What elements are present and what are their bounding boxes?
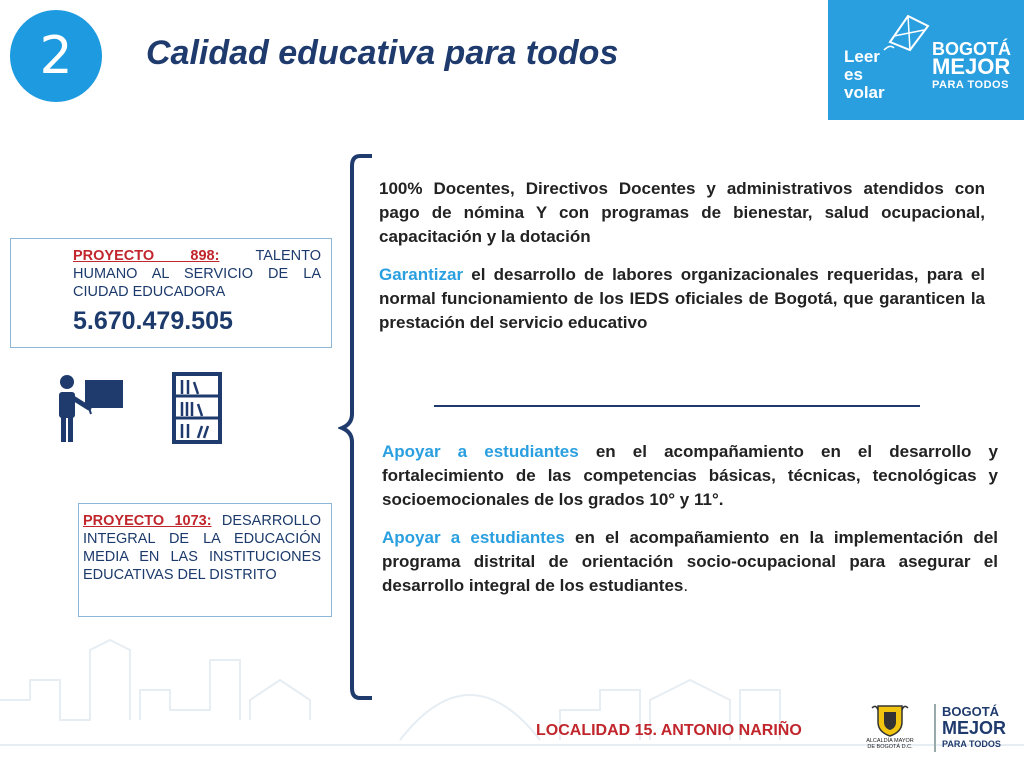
apoyar-highlight-1: Apoyar a estudiantes bbox=[382, 442, 579, 461]
leer-es-volar-text: Leer es volar bbox=[844, 47, 885, 102]
grouping-bracket bbox=[338, 152, 374, 704]
project-898-amount: 5.670.479.505 bbox=[73, 307, 233, 335]
section-divider bbox=[434, 405, 920, 407]
project-1073-description: DESARROLLO INTEGRAL DE LA EDUCACIÓN MEDIA EN LAS INSTITUCIONES EDUCATIVAS DEL DISTRITO bbox=[83, 513, 321, 583]
apoyar-rest-2: en el acompañamiento en la implementación del programa distrital de orientación socio-ocupacional para asegurar el desarrollo integral de los estudiantes bbox=[382, 528, 998, 595]
project-1073-text bbox=[83, 512, 321, 584]
upper-description bbox=[379, 177, 985, 349]
apoyar-highlight-2: Apoyar a estudiantes bbox=[382, 528, 565, 547]
paragraph-apoyar-orientacion bbox=[382, 526, 998, 598]
project-898-description: TALENTO HUMANO AL SERVICIO DE LA CIUDAD EDUCADORA bbox=[73, 248, 321, 300]
project-898-text bbox=[73, 247, 321, 335]
bookshelf-icon bbox=[172, 372, 224, 444]
slide-number-badge bbox=[10, 10, 102, 102]
page-title: Calidad educativa para todos bbox=[146, 34, 619, 72]
apoyar-rest-1: en el acompañamiento en el desarrollo y fortalecimiento de las competencias básicas, técnicas, tecnológicas y socioemocionales de los grados 10° y 11°. bbox=[382, 442, 998, 509]
project-898-label: PROYECTO 898: bbox=[73, 248, 220, 264]
footer-bogota-logo: BOGOTÁ MEJOR PARA TODOS bbox=[934, 704, 1006, 752]
project-898-box bbox=[10, 238, 332, 348]
garantizar-highlight: Garantizar bbox=[379, 265, 464, 284]
kite-book-icon bbox=[880, 12, 934, 52]
coat-of-arms-icon bbox=[870, 702, 910, 738]
slide-number: 2 bbox=[39, 26, 73, 86]
project-1073-box bbox=[78, 503, 332, 617]
bogota-mejor-logo: BOGOTÁ MEJOR PARA TODOS bbox=[932, 39, 1011, 91]
leer-es-volar-logo bbox=[828, 0, 1024, 120]
teacher-board-icon bbox=[55, 374, 125, 444]
paragraph-apoyar-competencias bbox=[382, 440, 998, 512]
paragraph-docentes: 100% Docentes, Directivos Docentes y administrativos atendidos con pago de nómina Y con programas de bienestar, salud ocupacional, capacitación y la dotación bbox=[379, 179, 985, 246]
paragraph-garantizar bbox=[379, 263, 985, 335]
lower-description bbox=[382, 440, 998, 612]
project-1073-label: PROYECTO 1073: bbox=[83, 513, 212, 529]
apoyar-end-2: . bbox=[683, 576, 689, 595]
alcaldia-caption: ALCALDÍA MAYOR DE BOGOTÁ D.C. bbox=[866, 738, 914, 750]
locality-footer: LOCALIDAD 15. ANTONIO NARIÑO bbox=[536, 722, 802, 739]
garantizar-rest: el desarrollo de labores organizacionales requeridas, para el normal funcionamiento de los IEDS oficiales de Bogotá, que garanticen la prestación del servicio educativo bbox=[379, 265, 985, 332]
